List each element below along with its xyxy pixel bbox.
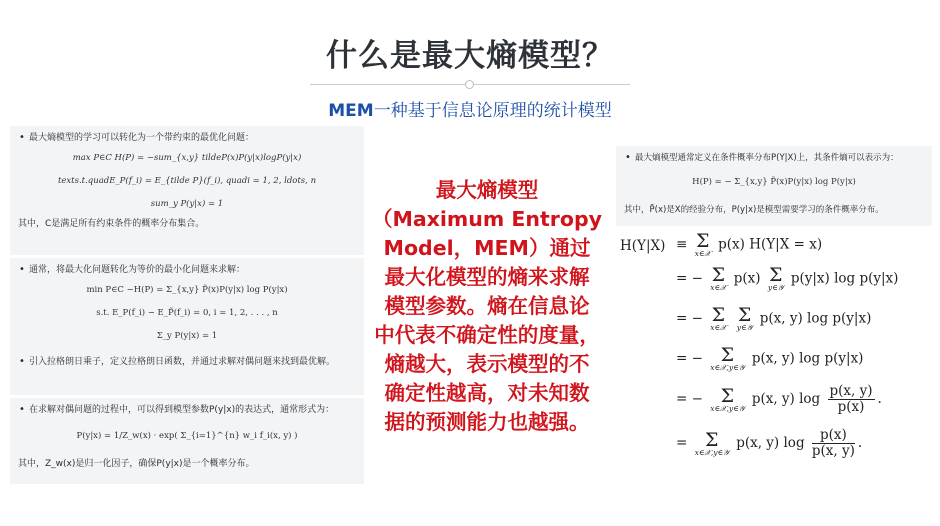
panel4-bullet: • 最大熵模型通常定义在条件概率分布P(Y|X)上，其条件熵可以表示为： <box>624 151 924 165</box>
minimization-panel <box>10 258 364 395</box>
period: . <box>877 391 882 407</box>
derivation-rhs <box>676 306 871 332</box>
term: p(x, y) log p(y|x) <box>759 310 872 327</box>
derivation-rhs <box>676 232 822 258</box>
term: p(x, y) log p(y|x) <box>751 350 864 367</box>
relation-symbol: = <box>676 310 688 327</box>
relation-symbol: = <box>676 391 688 407</box>
sum-symbol: Σ x∈𝒳,y∈𝒴 <box>710 344 745 372</box>
callout-line: 熵越大，表示模型的不 <box>384 352 590 376</box>
panel2-eq-normalization: Σ_y P(y|x) = 1 <box>156 331 218 341</box>
callout-line: 模型参数。熵在信息论 <box>384 294 590 318</box>
sum-symbol: Σ y∈𝒴 <box>736 304 753 332</box>
panel1-eq-constraint: texts.t.quadE_P(f_i) = E_{tilde P}(f_i), quadi = 1, 2, ldots, n <box>57 176 317 186</box>
derivation-rhs <box>676 428 862 459</box>
sum-symbol: Σ x∈𝒳 <box>710 304 727 332</box>
panel3-eq-model: P(y|x) = 1/Z_w(x) · exp( Σ_{i=1}^{n} w_i f_i(x, y) ) <box>76 431 298 441</box>
slide-title: 什么是最大熵模型？ <box>326 38 614 74</box>
dual-solution-panel <box>10 398 364 484</box>
panel1-note: 其中，C是满足所有约束条件的概率分布集合。 <box>18 219 205 229</box>
callout-line: 中代表不确定性的度量， <box>374 323 600 347</box>
term: p(x, y) log <box>751 391 821 407</box>
relation-symbol: ≡ <box>676 236 688 253</box>
panel2-eq-constraint: s.t. E_P(f_i) − E_P̃(f_i) = 0, i = 1, 2, . . . , n <box>96 308 278 318</box>
term: p(x) H(Y|X = x) <box>718 236 823 253</box>
term: p(y|x) log p(y|x) <box>790 270 899 287</box>
derivation-lhs: H(Y|X) <box>620 238 666 254</box>
panel4-note: 其中，P̃(x)是X的经验分布，P(y|x)是模型需要学习的条件概率分布。 <box>624 205 884 215</box>
panel2-bullet: • 通常，将最大化问题转化为等价的最小化问题来求解： <box>18 263 356 277</box>
callout-line: 据的预测能力也越强。 <box>384 410 590 434</box>
minus-sign: − <box>691 270 703 287</box>
panel3-note: 其中，Z_w(x)是归一化因子，确保P(y|x)是一个概率分布。 <box>18 459 255 469</box>
panel2-eq-objective: min P∈C −H(P) = Σ_{x,y} P̃(x)P(y|x) log P(y|x) <box>86 285 288 295</box>
callout-line: Model，MEM）通过 <box>383 236 591 260</box>
derivation-rhs <box>676 266 898 292</box>
term: p(x, y) log <box>736 435 805 451</box>
mem-definition-callout <box>356 176 618 437</box>
relation-symbol: = <box>676 270 688 287</box>
panel2-bullet-lagrange: • 引入拉格朗日乘子，定义拉格朗日函数，并通过求解对偶问题来找到最优解。 <box>18 355 356 369</box>
panel4-eq-entropy: H(P) = − Σ_{x,y} P̃(x)P(y|x) log P(y|x) <box>692 177 856 187</box>
callout-line: 最大熵模型 <box>435 178 539 202</box>
callout-line: 确定性越高，对未知数 <box>384 381 590 405</box>
panel3-bullet: • 在求解对偶问题的过程中，可以得到模型参数P(y|x)的表达式，通常形式为： <box>18 403 356 417</box>
minus-sign: − <box>691 350 703 367</box>
panel1-bullet: • 最大熵模型的学习可以转化为一个带约束的最优化问题： <box>18 131 356 145</box>
sum-symbol: Σ x∈𝒳 <box>710 264 727 292</box>
subtitle-text: 一种基于信息论原理的统计模型 <box>373 101 612 121</box>
period: . <box>857 435 863 451</box>
relation-symbol: = <box>676 435 688 451</box>
optimization-problem-panel <box>10 126 364 255</box>
conditional-entropy-panel <box>616 146 932 226</box>
slide-subtitle <box>0 96 940 121</box>
minus-sign: − <box>691 310 703 327</box>
minus-sign: − <box>691 391 703 407</box>
divider-dot <box>465 80 474 89</box>
term: p(x) <box>733 270 761 287</box>
panel1-eq-objective: max P∈C H(P) = −sum_{x,y} tildeP(x)P(y|x)logP(y|x) <box>72 153 302 163</box>
sum-symbol: Σ x∈𝒳,y∈𝒴 <box>710 384 745 413</box>
callout-line: （Maximum Entropy <box>371 207 603 231</box>
fraction: $\frac{p(x)}{p(x, y)}$ <box>811 427 855 459</box>
sum-symbol: Σ x∈𝒳 <box>694 230 711 258</box>
fraction: $\frac{p(x, y)}{p(x)}$ <box>829 383 873 415</box>
callout-line: 最大化模型的熵来求解 <box>384 265 590 289</box>
subtitle-acronym: MEM <box>328 101 374 121</box>
sum-symbol: Σ y∈𝒴 <box>767 264 784 292</box>
panel1-eq-normalization: sum_y P(y|x) = 1 <box>150 199 224 209</box>
sum-symbol: Σ x∈𝒳,y∈𝒴 <box>694 428 729 457</box>
relation-symbol: = <box>676 350 688 367</box>
derivation-rhs <box>676 384 882 415</box>
derivation-rhs <box>676 346 863 372</box>
